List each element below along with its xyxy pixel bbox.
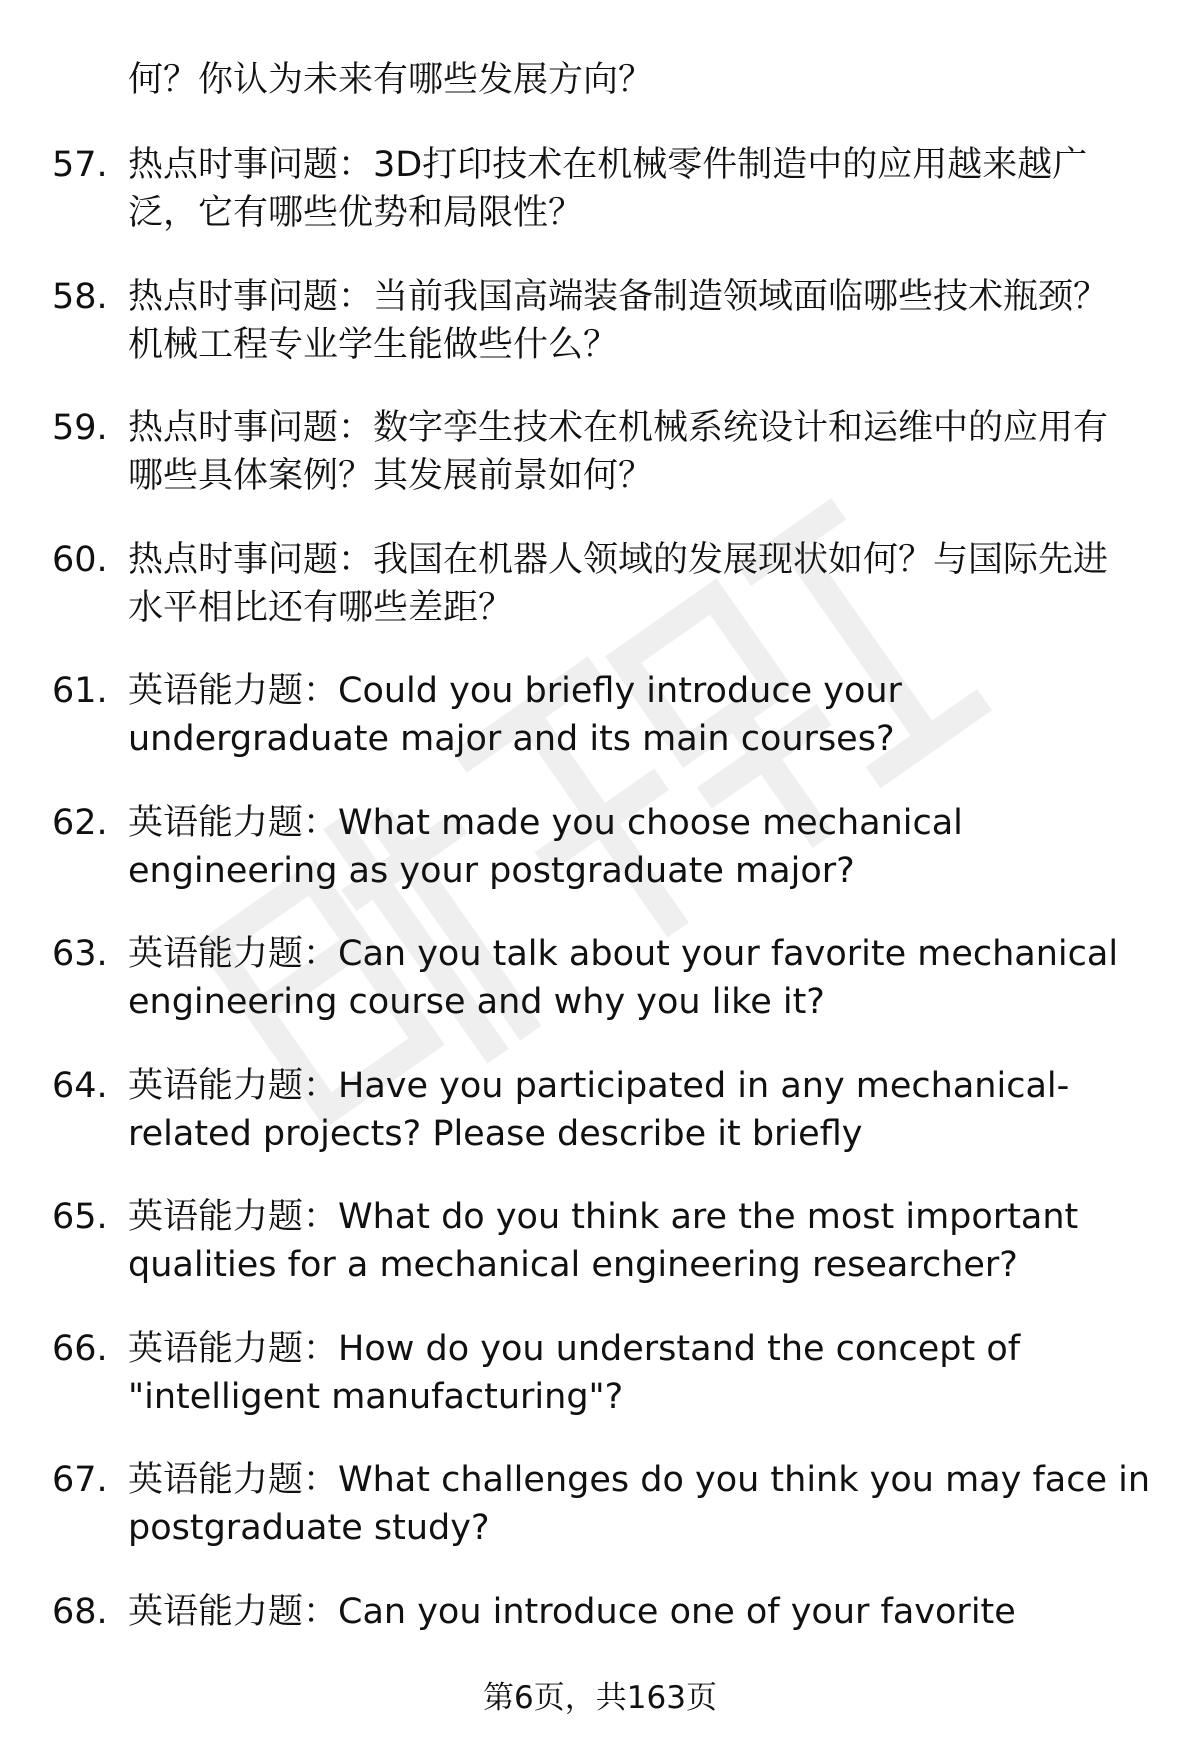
- question-number: 68.: [52, 1591, 108, 1632]
- question-line: 英语能力题：Could you briefly introduce your: [128, 671, 902, 711]
- question-number: 65.: [52, 1197, 108, 1237]
- question-line: 热点时事问题：数字孪生技术在机械系统设计和运维中的应用有: [128, 408, 1109, 448]
- question-line: postgraduate study?: [128, 1508, 490, 1548]
- question-line: 英语能力题：What made you choose mechanical: [128, 802, 963, 843]
- question-number: 62.: [52, 802, 108, 843]
- question-text: [128, 141, 1143, 237]
- question-line: 哪些具体案例？其发展前景如何？: [128, 456, 654, 496]
- question-text: [128, 1193, 1143, 1289]
- question-item: [0, 404, 1200, 536]
- question-item: [0, 799, 1200, 931]
- question-line: 英语能力题：Have you participated in any mechanical-: [128, 1065, 1070, 1106]
- question-item: [0, 1456, 1200, 1588]
- question-line: engineering course and why you like it?: [128, 982, 825, 1022]
- page-footer: 第6页，共163页: [483, 1680, 717, 1716]
- question-number: 66.: [52, 1328, 108, 1369]
- question-line: engineering as your postgraduate major?: [128, 850, 855, 891]
- question-item: [0, 1062, 1200, 1194]
- question-item: [0, 141, 1200, 273]
- question-text: [128, 1588, 1143, 1636]
- question-text: [128, 536, 1143, 632]
- question-line: 机械工程专业学生能做些什么？: [128, 324, 619, 365]
- question-list: [0, 141, 1200, 1719]
- question-line: 英语能力题：How do you understand the concept of: [128, 1328, 1021, 1369]
- question-text: [128, 1062, 1143, 1158]
- question-line: 热点时事问题：当前我国高端装备制造领域面临哪些技术瓶颈？: [128, 276, 1109, 317]
- question-line: "intelligent manufacturing"?: [128, 1376, 624, 1417]
- question-text: [128, 1456, 1151, 1552]
- question-item: [0, 667, 1200, 799]
- question-text: [128, 667, 1143, 763]
- question-number: 61.: [52, 671, 108, 711]
- question-line: 英语能力题：What challenges do you think you may face in: [128, 1460, 1151, 1500]
- question-number: 58.: [52, 276, 108, 317]
- question-text: [128, 1325, 1143, 1421]
- question-line: 英语能力题：Can you introduce one of your favorite: [128, 1591, 1016, 1632]
- question-number: 60.: [52, 539, 108, 580]
- question-number: 67.: [52, 1460, 108, 1500]
- question-item: [0, 930, 1200, 1062]
- question-text: [128, 799, 1143, 895]
- question-text: [128, 404, 1143, 500]
- question-line: 英语能力题：What do you think are the most important: [128, 1197, 1079, 1237]
- question-line: 水平相比还有哪些差距？: [128, 587, 514, 628]
- question-line: 热点时事问题：3D打印技术在机械零件制造中的应用越来越广: [128, 145, 1088, 185]
- question-line: 英语能力题：Can you talk about your favorite mechanical: [128, 934, 1119, 974]
- question-number: 59.: [52, 408, 108, 448]
- question-line: 泛，它有哪些优势和局限性？: [128, 193, 584, 233]
- question-item: [0, 273, 1200, 405]
- question-number: 64.: [52, 1065, 108, 1106]
- continuation-text: 何？你认为未来有哪些发展方向？: [128, 60, 654, 100]
- question-item: [0, 1193, 1200, 1325]
- question-item: [0, 536, 1200, 668]
- question-number: 57.: [52, 145, 108, 185]
- question-line: undergraduate major and its main courses?: [128, 719, 895, 759]
- question-item: [0, 1325, 1200, 1457]
- question-number: 63.: [52, 934, 108, 974]
- question-line: qualities for a mechanical engineering researcher?: [128, 1245, 1018, 1285]
- question-text: [128, 930, 1143, 1026]
- question-text: [128, 273, 1143, 369]
- question-line: related projects? Please describe it briefly: [128, 1113, 863, 1154]
- question-line: 热点时事问题：我国在机器人领域的发展现状如何？与国际先进: [128, 539, 1109, 580]
